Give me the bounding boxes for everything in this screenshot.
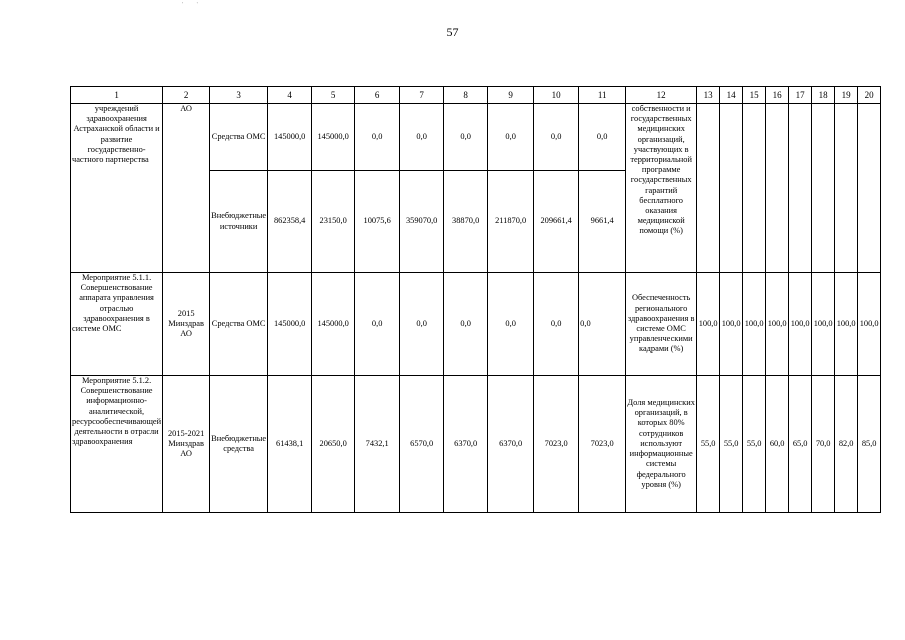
header-cell: 3 <box>210 87 268 104</box>
value-cell: 0,0 <box>534 104 579 171</box>
header-cell: 10 <box>534 87 579 104</box>
value-cell: 10075,6 <box>355 171 400 273</box>
header-cell: 15 <box>743 87 766 104</box>
target-cell: 100,0 <box>858 273 881 376</box>
header-cell: 6 <box>355 87 400 104</box>
header-row <box>71 87 881 104</box>
source-cell: Внебюджетные источники <box>210 171 268 273</box>
target-cell: 100,0 <box>835 273 858 376</box>
source-cell: Внебюджетные средства <box>210 376 268 513</box>
target-cell: 65,0 <box>789 376 812 513</box>
scan-mark: ' ' <box>182 2 204 8</box>
value-cell: 359070,0 <box>400 171 444 273</box>
header-cell: 16 <box>766 87 789 104</box>
header-cell: 14 <box>720 87 743 104</box>
value-cell: 0,0 <box>444 273 488 376</box>
value-cell: 0,0 <box>579 273 626 376</box>
header-cell: 18 <box>812 87 835 104</box>
header-cell: 5 <box>312 87 355 104</box>
target-cell: 82,0 <box>835 376 858 513</box>
value-cell: 0,0 <box>400 273 444 376</box>
value-cell: 6570,0 <box>400 376 444 513</box>
target-cell: 100,0 <box>766 273 789 376</box>
target-cell: 55,0 <box>720 376 743 513</box>
header-cell: 20 <box>858 87 881 104</box>
value-cell: 211870,0 <box>488 171 534 273</box>
program-table <box>70 86 881 513</box>
target-cell: 100,0 <box>812 273 835 376</box>
value-cell: 145000,0 <box>312 104 355 171</box>
header-cell: 1 <box>71 87 163 104</box>
value-cell: 0,0 <box>400 104 444 171</box>
target-cell: 100,0 <box>697 273 720 376</box>
value-cell: 145000,0 <box>268 104 312 171</box>
target-cell: 55,0 <box>697 376 720 513</box>
page-number: 57 <box>446 25 459 39</box>
value-cell: 23150,0 <box>312 171 355 273</box>
source-cell: Средства ОМС <box>210 273 268 376</box>
value-cell: 20650,0 <box>312 376 355 513</box>
measure-name-cell: учреждений здравоохранения Астраханской области и развитие государственно-частного партнерства <box>71 104 163 273</box>
source-cell: Средства ОМС <box>210 104 268 171</box>
header-cell: 17 <box>789 87 812 104</box>
value-cell: 0,0 <box>534 273 579 376</box>
target-cell: 100,0 <box>789 273 812 376</box>
header-cell: 19 <box>835 87 858 104</box>
target-cell: 100,0 <box>743 273 766 376</box>
measure-name-cell: Мероприятие 5.1.1. Совершенствование аппарата управления отраслью здравоохранения в системе ОМС <box>71 273 163 376</box>
table-row <box>71 104 881 171</box>
target-cell: 100,0 <box>720 273 743 376</box>
header-cell: 11 <box>579 87 626 104</box>
value-cell: 209661,4 <box>534 171 579 273</box>
measure-name-cell: Мероприятие 5.1.2. Совершенствование информационно-аналитической, ресурсообеспечивающей деятельности в отрасли здравоохранения <box>71 376 163 513</box>
header-cell: 13 <box>697 87 720 104</box>
value-cell: 7023,0 <box>579 376 626 513</box>
executor-cell: 2015-2021 Минздрав АО <box>163 376 210 513</box>
indicator-cell: Обеспеченность регионального здравоохранения в системе ОМС управленческими кадрами (%) <box>626 273 697 376</box>
header-cell: 4 <box>268 87 312 104</box>
target-cell: 60,0 <box>766 376 789 513</box>
indicator-cell: Доля медицинских организаций, в которых 80% сотрудников используют информационные системы федерального уровня (%) <box>626 376 697 513</box>
value-cell: 0,0 <box>355 273 400 376</box>
indicator-cell: собственности и государственных медицинских организаций, участвующих в территориальной программе государственных гарантий бесплатного оказания медицинской помощи (%) <box>626 104 697 273</box>
value-cell: 145000,0 <box>312 273 355 376</box>
value-cell: 0,0 <box>488 273 534 376</box>
header-cell: 12 <box>626 87 697 104</box>
value-cell: 0,0 <box>488 104 534 171</box>
header-cell: 2 <box>163 87 210 104</box>
value-cell: 38870,0 <box>444 171 488 273</box>
executor-cell: 2015 Минздрав АО <box>163 273 210 376</box>
value-cell: 0,0 <box>444 104 488 171</box>
value-cell: 6370,0 <box>488 376 534 513</box>
value-cell: 7432,1 <box>355 376 400 513</box>
value-cell: 61438,1 <box>268 376 312 513</box>
table-row <box>71 273 881 376</box>
value-cell: 9661,4 <box>579 171 626 273</box>
executor-cell: АО <box>163 104 210 273</box>
value-cell: 0,0 <box>579 104 626 171</box>
value-cell: 6370,0 <box>444 376 488 513</box>
value-cell: 862358,4 <box>268 171 312 273</box>
target-cell: 70,0 <box>812 376 835 513</box>
header-cell: 7 <box>400 87 444 104</box>
value-cell: 7023,0 <box>534 376 579 513</box>
header-cell: 8 <box>444 87 488 104</box>
target-cell: 55,0 <box>743 376 766 513</box>
target-cell: 85,0 <box>858 376 881 513</box>
value-cell: 0,0 <box>355 104 400 171</box>
table-row <box>71 376 881 513</box>
header-cell: 9 <box>488 87 534 104</box>
value-cell: 145000,0 <box>268 273 312 376</box>
